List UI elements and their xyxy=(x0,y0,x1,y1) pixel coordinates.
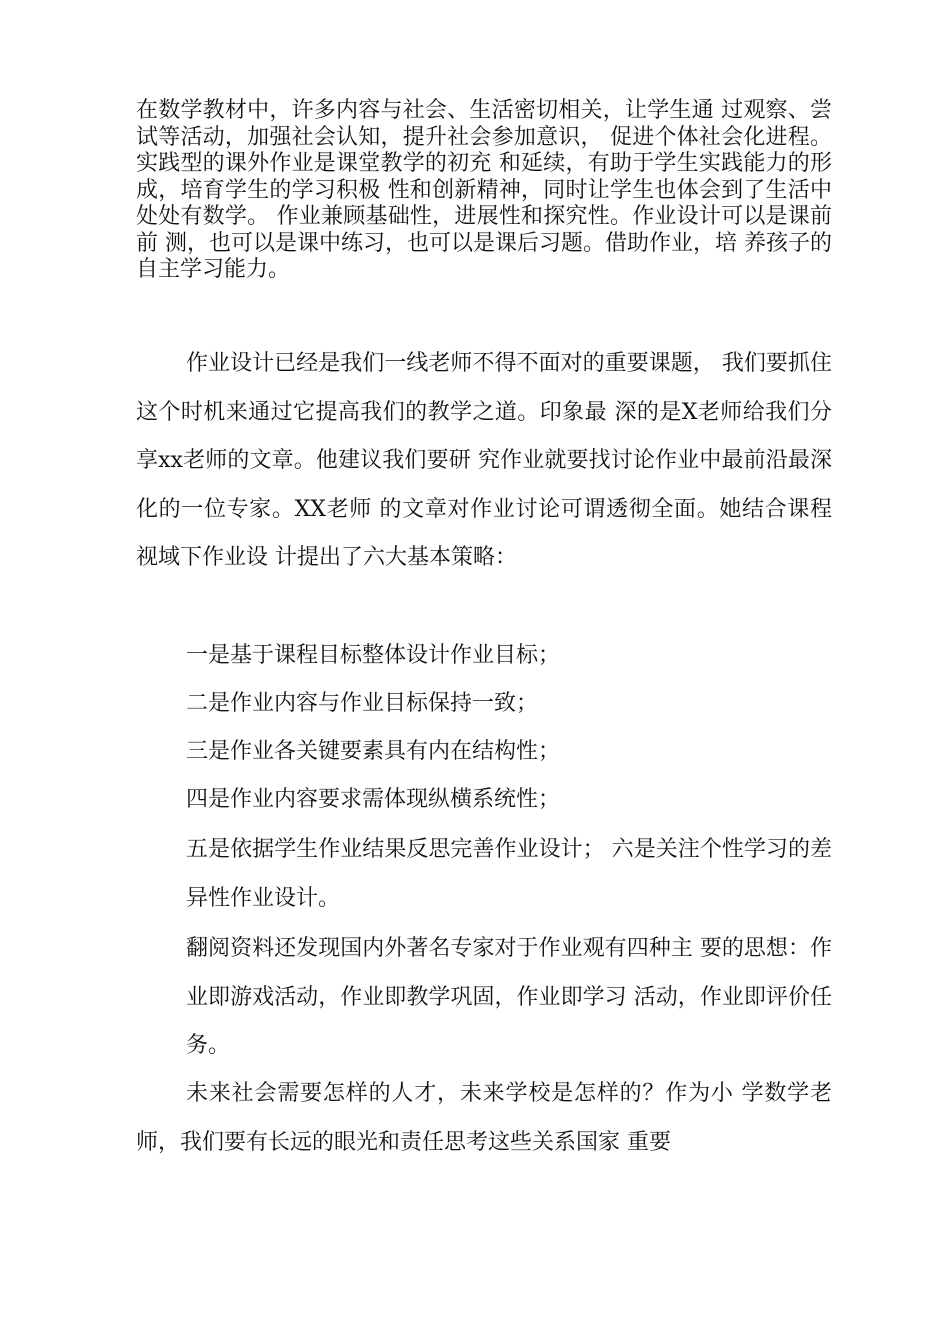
strategy-item: 二是作业内容与作业目标保持一致； xyxy=(186,691,539,716)
strategy-item: 一是基于课程目标整体设计作业目标； xyxy=(186,643,561,668)
homework-design-paragraph: 作业设计已经是我们一线老师不得不面对的重要课题， 我们要抓住这个时机来通过它提高我们的教学之道。印象最 深的是X老师给我们分享xx老师的文章。他建议我们要研 究作业就要找讨论作业中最前沿最深化的一位专家。XX老师 的文章对作业讨论可谓透彻全面。她结合课程视域下作业设 计提出了六大基本策略： xyxy=(136,351,832,570)
intro-paragraph: 在数学教材中，许多内容与社会、生活密切相关，让学生通 过观察、尝试等活动，加强社会认知，提升社会参加意识， 促进个体社会化进程。实践型的课外作业是课堂教学的初充 和延续，有助于学生实践能力的形成，培育学生的学习积极 性和创新精神，同时让学生也体会到了生活中处处有数学。 作业兼顾基础性，进展性和探究性。作业设计可以是课前前 测，也可以是课中练习，也可以是课后习题。借助作业，培 养孩子的自主学习能力。 xyxy=(136,98,832,282)
expert-views-paragraph: 翻阅资料还发现国内外著名专家对于作业观有四种主 要的思想：作业即游戏活动，作业即教学巩固，作业即学习 活动，作业即评价任务。 xyxy=(186,936,832,1058)
strategy-item: 五是依据学生作业结果反思完善作业设计； 六是关注个性学习的差异性作业设计。 xyxy=(186,837,832,911)
strategy-item: 四是作业内容要求需体现纵横系统性； xyxy=(186,787,561,812)
future-talent-paragraph: 未来社会需要怎样的人才，未来学校是怎样的？作为小 学数学老师，我们要有长远的眼光和责任思考这些关系国家 重要 xyxy=(136,1081,832,1155)
strategy-item: 三是作业各关键要素具有内在结构性； xyxy=(186,739,561,764)
